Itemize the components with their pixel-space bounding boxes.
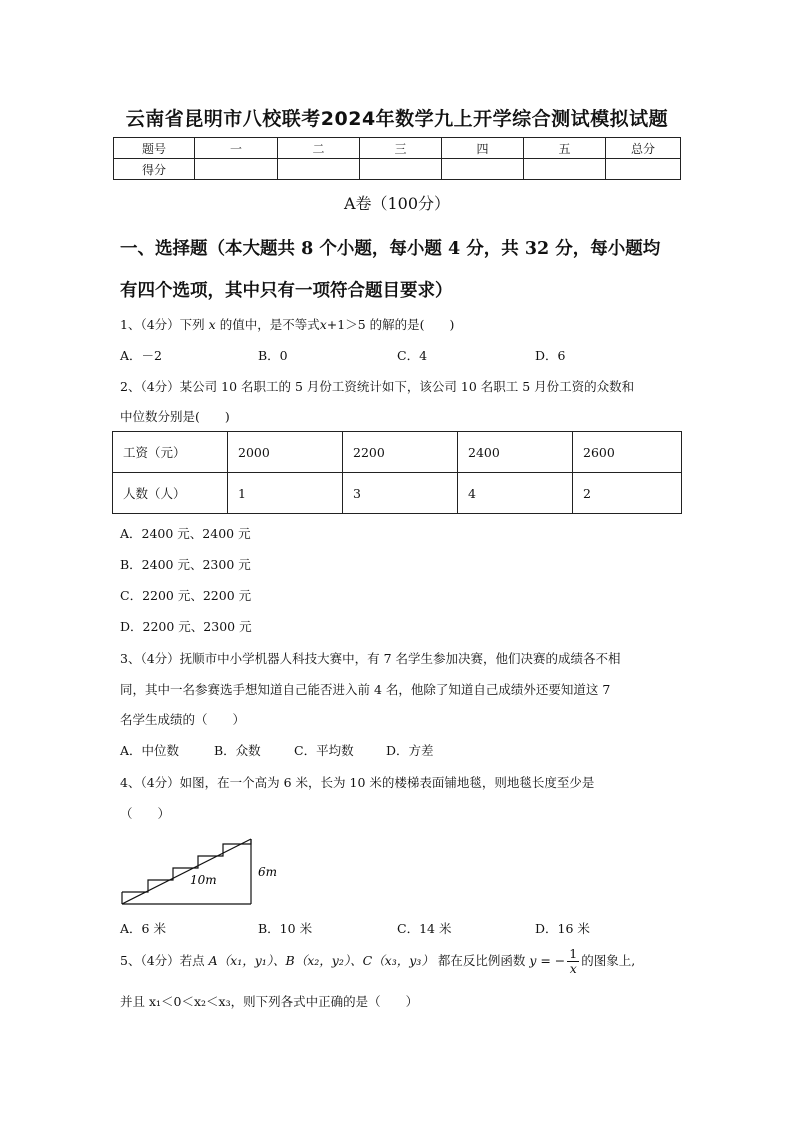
score-cell: 总分	[606, 138, 681, 159]
staircase-figure	[118, 836, 288, 910]
score-table	[113, 137, 681, 180]
staircase-hypotenuse	[122, 839, 251, 904]
score-input-cell[interactable]	[442, 159, 524, 180]
score-cell: 三	[360, 138, 442, 159]
score-cell: 五	[524, 138, 606, 159]
table-cell: 人数（人）	[113, 473, 228, 514]
fraction: $\frac{1}{x}$	[569, 946, 578, 976]
score-cell: 一	[195, 138, 278, 159]
score-cell: 四	[442, 138, 524, 159]
part-one-heading	[120, 228, 690, 312]
score-table-header-row	[114, 138, 681, 159]
question-1: 1、（4分）下列 x 的值中，是不等式x+1＞5 的解的是( )	[120, 317, 455, 332]
score-table-score-row	[114, 159, 681, 180]
part-one-heading-line1: 一、选择题（本大题共 8 个小题，每小题 4 分，共 32 分，每小题均	[120, 239, 661, 259]
question-2-line1: 2、（4分）某公司 10 名职工的 5 月份工资统计如下，该公司 10 名职工 5 月份工资的众数和	[120, 379, 635, 394]
q1-option-b[interactable]: B．0	[258, 348, 288, 363]
q3-option-b[interactable]: B．众数	[214, 743, 261, 758]
q1-option-a[interactable]: A．－2	[120, 348, 162, 363]
hypotenuse-label: 10m	[190, 873, 217, 887]
section-heading: A卷（100分）	[343, 194, 451, 213]
salary-table	[112, 431, 682, 514]
table-cell: 1	[228, 473, 343, 514]
table-cell: 2000	[228, 432, 343, 473]
question-5-line1: 5、（4分）若点 A（x₁，y₁）、B（x₂，y₂）、C（x₃，y₃） 都在反比例函数 y = − $\frac{1}{x}$ 的图象上,	[120, 946, 636, 976]
score-input-cell[interactable]	[195, 159, 278, 180]
q4-option-c[interactable]: C．14 米	[397, 921, 452, 936]
table-cell: 2600	[573, 432, 682, 473]
table-cell: 3	[343, 473, 458, 514]
question-3-line1: 3、（4分）抚顺市中小学机器人科技大赛中，有 7 名学生参加决赛，他们决赛的成绩各不相	[120, 651, 621, 666]
score-cell: 得分	[114, 159, 195, 180]
q2-option-b[interactable]: B．2400 元、2300 元	[120, 557, 251, 572]
part-one-heading-line2: 有四个选项，其中只有一项符合题目要求）	[120, 281, 453, 301]
salary-table-header-row	[113, 432, 682, 473]
question-4-line2: （ ）	[120, 806, 171, 821]
q2-option-a[interactable]: A．2400 元、2400 元	[120, 526, 251, 541]
q2-option-c[interactable]: C．2200 元、2200 元	[120, 588, 252, 603]
score-input-cell[interactable]	[606, 159, 681, 180]
page-title: 云南省昆明市八校联考2024年数学九上开学综合测试模拟试题	[125, 108, 669, 130]
q2-option-d[interactable]: D．2200 元、2300 元	[120, 619, 252, 634]
score-input-cell[interactable]	[278, 159, 360, 180]
q4-option-d[interactable]: D．16 米	[535, 921, 590, 936]
salary-table-data-row	[113, 473, 682, 514]
q3-option-c[interactable]: C．平均数	[294, 743, 354, 758]
question-2-line2: 中位数分别是( )	[120, 409, 230, 424]
table-cell: 工资（元）	[113, 432, 228, 473]
q4-option-b[interactable]: B．10 米	[258, 921, 313, 936]
question-5-line2: 并且 x₁＜0＜x₂＜x₃，则下列各式中正确的是（ ）	[120, 994, 419, 1009]
question-3-line3: 名学生成绩的（ ）	[120, 712, 246, 727]
table-cell: 2200	[343, 432, 458, 473]
question-3-line2: 同，其中一名参赛选手想知道自己能否进入前 4 名，他除了知道自己成绩外还要知道这 7	[120, 682, 611, 697]
q3-option-a[interactable]: A．中位数	[120, 743, 180, 758]
table-cell: 2400	[458, 432, 573, 473]
table-cell: 2	[573, 473, 682, 514]
score-input-cell[interactable]	[524, 159, 606, 180]
q1-option-d[interactable]: D．6	[535, 348, 566, 363]
q1-option-c[interactable]: C．4	[397, 348, 428, 363]
q4-option-a[interactable]: A．6 米	[120, 921, 166, 936]
q3-option-d[interactable]: D．方差	[386, 743, 434, 758]
height-label: 6m	[258, 865, 278, 879]
score-cell: 二	[278, 138, 360, 159]
staircase-steps	[122, 839, 251, 892]
score-input-cell[interactable]	[360, 159, 442, 180]
table-cell: 4	[458, 473, 573, 514]
score-cell: 题号	[114, 138, 195, 159]
question-4-line1: 4、（4分）如图，在一个高为 6 米，长为 10 米的楼梯表面铺地毯，则地毯长度至少是	[120, 775, 595, 790]
